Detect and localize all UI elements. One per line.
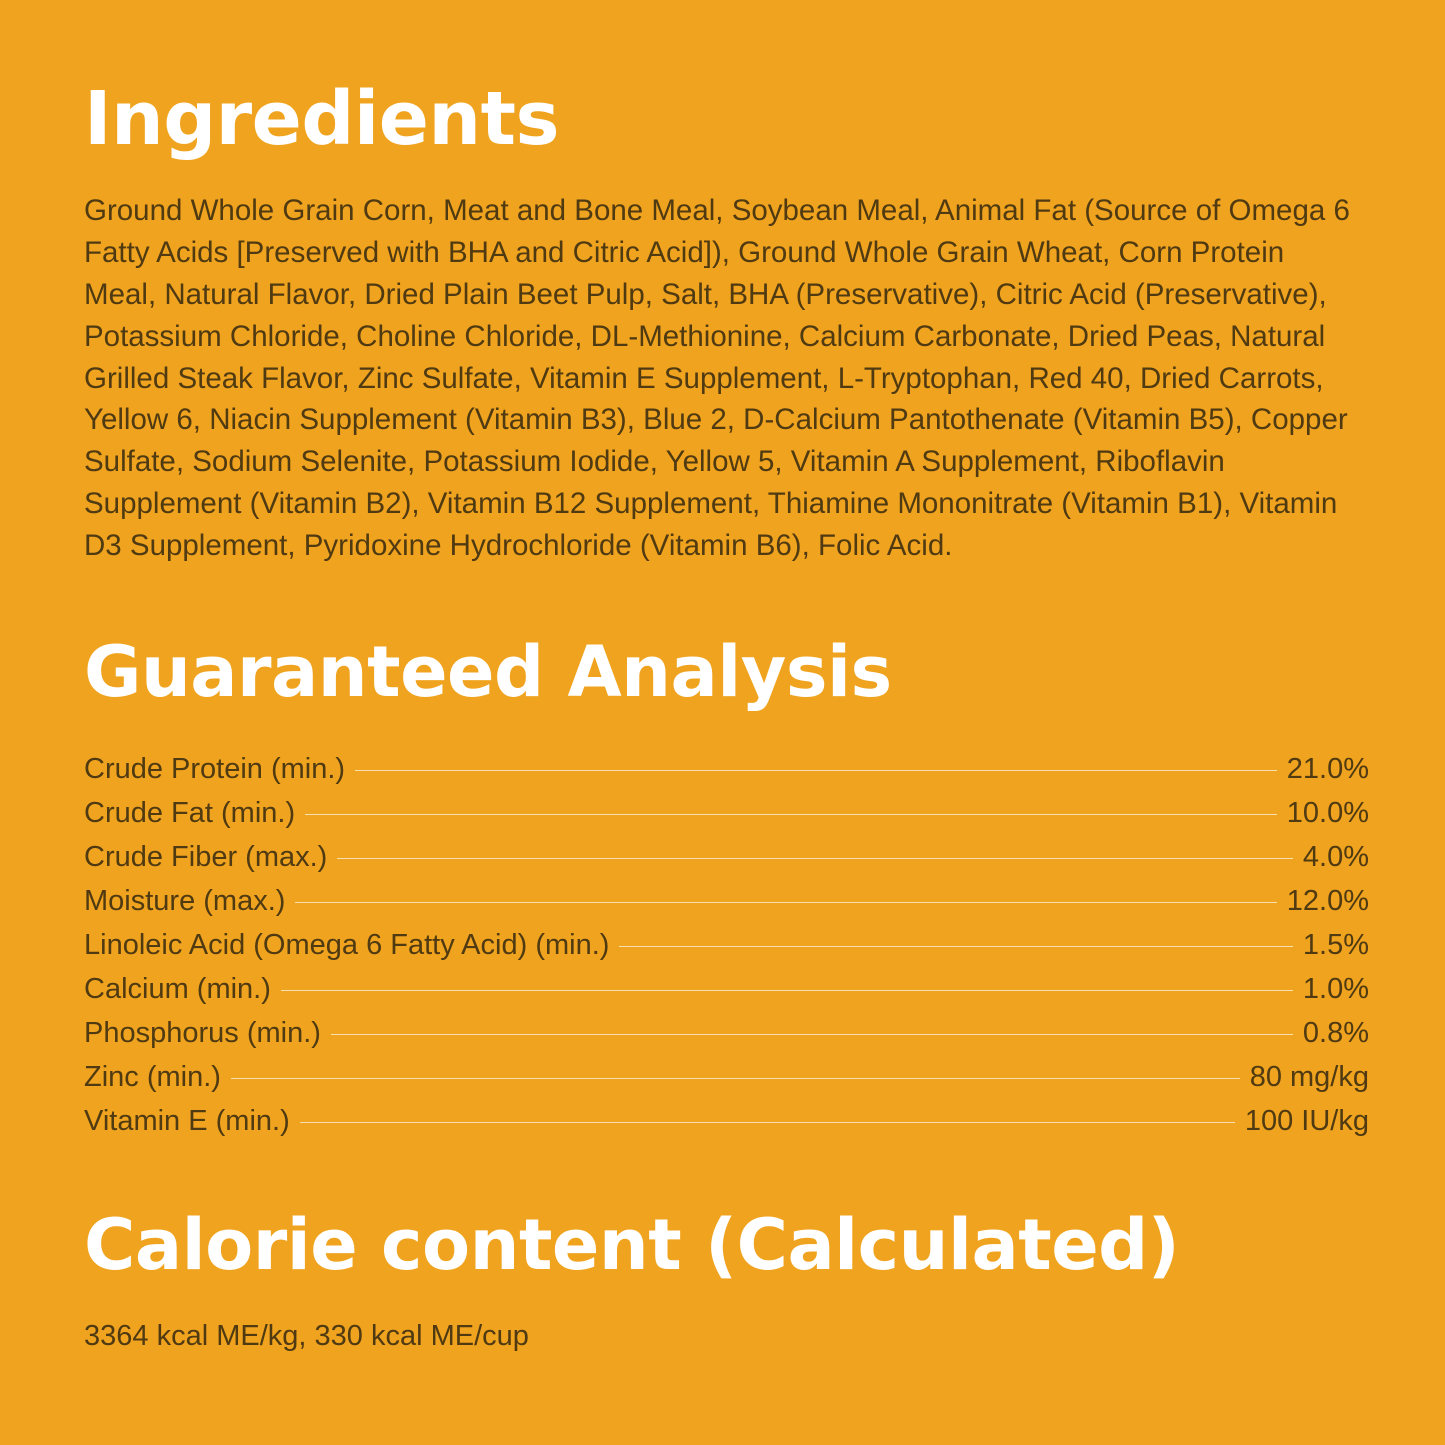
leader-line bbox=[300, 1122, 1235, 1123]
guaranteed-analysis-heading: Guaranteed Analysis bbox=[84, 630, 892, 713]
ingredients-heading: Ingredients bbox=[84, 76, 559, 162]
nutrient-value: 10.0% bbox=[1286, 796, 1369, 829]
nutrient-label: Calcium (min.) bbox=[84, 972, 271, 1005]
leader-line bbox=[355, 770, 1277, 771]
nutrient-label: Zinc (min.) bbox=[84, 1060, 221, 1093]
nutrient-value: 4.0% bbox=[1302, 840, 1369, 873]
nutrient-label: Moisture (max.) bbox=[84, 884, 286, 917]
ingredients-text: Ground Whole Grain Corn, Meat and Bone Meal, Soybean Meal, Animal Fat (Source of Omega 6 Fatty Acids [Preserved with BHA and Citric Acid]), Ground Whole Grain Wheat, Corn Protein Meal, Natural Flavor, Dried Plain Beet Pulp, Salt, BHA (Preservative), Citric Acid (Preservative), Potassium Chloride, Choline Chloride, DL-Methionine, Calcium Carbonate, Dried Peas, Natural Grilled Steak Flavor, Zinc Sulfate, Vitamin E Supplement, L-Tryptophan, Red 40, Dried Carrots, Yellow 6, Niacin Supplement (Vitamin B3), Blue 2, D-Calcium Pantothenate (Vitamin B5), Copper Sulfate, Sodium Selenite, Potassium Iodide, Yellow 5, Vitamin A Supplement, Riboflavin Supplement (Vitamin B2), Vitamin B12 Supplement, Thiamine Mononitrate (Vitamin B1), Vitamin D3 Supplement, Pyridoxine Hydrochloride (Vitamin B6), Folic Acid. bbox=[84, 194, 1350, 562]
table-row bbox=[84, 841, 1369, 874]
leader-line bbox=[231, 1078, 1240, 1079]
table-row bbox=[84, 1061, 1369, 1094]
calorie-content-text: 3364 kcal ME/kg, 330 kcal ME/cup bbox=[84, 1319, 529, 1352]
table-row bbox=[84, 885, 1369, 918]
guaranteed-analysis-table bbox=[84, 753, 1369, 1138]
nutrient-value: 21.0% bbox=[1286, 752, 1369, 785]
nutrient-value: 1.5% bbox=[1302, 928, 1369, 961]
calorie-content-heading: Calorie content (Calculated) bbox=[84, 1203, 1180, 1286]
nutrient-value: 100 IU/kg bbox=[1244, 1104, 1369, 1137]
nutrient-value: 80 mg/kg bbox=[1249, 1060, 1369, 1093]
table-row bbox=[84, 973, 1369, 1006]
nutrient-label: Vitamin E (min.) bbox=[84, 1104, 290, 1137]
nutrient-value: 12.0% bbox=[1286, 884, 1369, 917]
leader-line bbox=[305, 814, 1277, 815]
table-row bbox=[84, 753, 1369, 786]
nutrient-label: Crude Fat (min.) bbox=[84, 796, 296, 829]
table-row bbox=[84, 797, 1369, 830]
nutrient-value: 1.0% bbox=[1302, 972, 1369, 1005]
leader-line bbox=[295, 902, 1276, 903]
nutrient-label: Linoleic Acid (Omega 6 Fatty Acid) (min.) bbox=[84, 928, 610, 961]
leader-line bbox=[619, 946, 1292, 947]
table-row bbox=[84, 1105, 1369, 1138]
nutrient-label: Crude Fiber (max.) bbox=[84, 840, 328, 873]
nutrient-label: Crude Protein (min.) bbox=[84, 752, 346, 785]
nutrient-value: 0.8% bbox=[1302, 1016, 1369, 1049]
table-row bbox=[84, 929, 1369, 962]
table-row bbox=[84, 1017, 1369, 1050]
nutrient-label: Phosphorus (min.) bbox=[84, 1016, 321, 1049]
leader-line bbox=[281, 990, 1293, 991]
leader-line bbox=[331, 1034, 1293, 1035]
leader-line bbox=[337, 858, 1293, 859]
